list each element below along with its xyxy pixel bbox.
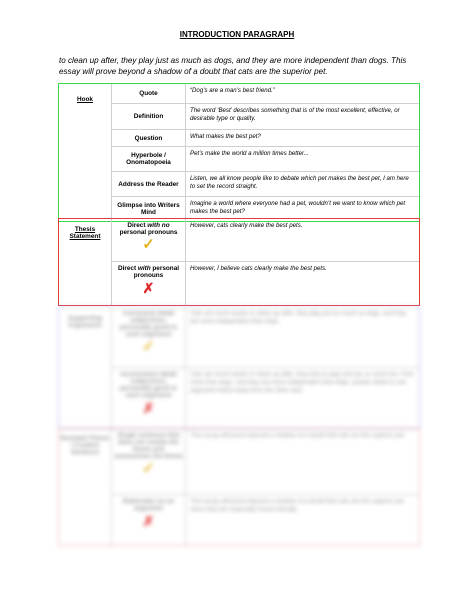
thesis-label: Thesis Statement	[69, 226, 101, 240]
restated-label: Restated Thesis / Creative Sentence	[60, 435, 110, 456]
thesis-row	[111, 262, 419, 305]
supporting-term: Consistent detail subjectives; personally good to each argument	[119, 310, 178, 338]
hook-label: Hook	[77, 96, 93, 103]
hook-text: Pet’s make the world a million times better...	[190, 150, 309, 157]
supporting-row	[111, 307, 419, 368]
cross-icon: ✗	[142, 513, 155, 529]
restated-row	[111, 495, 419, 545]
hook-row	[111, 104, 419, 130]
hook-table	[58, 83, 420, 222]
hook-text: What makes the best pet?	[190, 133, 261, 140]
hook-text: Imagine a world where everyone had a pet, wouldn’t we want to know which pet makes the best pet?	[190, 200, 406, 215]
thesis-text: However, cats clearly make the best pets.	[190, 222, 303, 229]
hook-row	[111, 147, 419, 172]
intro-text: to clean up after, they play just as much as dogs, and they are more independent than dogs. This essay will prove beyond a shadow of a doubt that cats are the superior pet.	[59, 56, 407, 76]
check-icon: ✓	[142, 460, 155, 477]
hook-term: Definition	[133, 113, 164, 120]
check-icon: ✓	[142, 236, 155, 253]
page-title: INTRODUCTION PARAGRAPH	[179, 30, 295, 39]
restated-text: This essay will prove beyond a shadow of a doubt that cats are the superior pet.	[190, 432, 406, 439]
hook-term: Quote	[139, 90, 158, 97]
restated-table	[58, 428, 420, 546]
restated-row	[111, 429, 419, 495]
restated-term: Elaborates on an argument	[122, 498, 175, 512]
supporting-row	[111, 368, 419, 428]
supporting-text: Cats are much easier to clean up after, they love to play and are so much fun. Find more than dogs, and they are more independent than dogs. (earlier detail to one argument below away from the other two)	[190, 371, 413, 394]
thesis-term: Direct with no personal pronouns	[119, 222, 178, 236]
restated-text: This essay will prove beyond a shadow of a doubt that cats are the superior pet since they are especially house-friendly.	[190, 498, 404, 513]
cross-icon: ✗	[142, 400, 155, 416]
supporting-table	[58, 306, 420, 429]
restated-term: Single sentence that does not restate the thesis and summarizes the thesis	[114, 432, 183, 460]
hook-term: Hyperbole / Onomatopoeia	[126, 152, 171, 166]
hook-row	[111, 84, 419, 104]
hook-text: The word ‘Best’ describes something that is of the most excellent, effective, or desirable type or quality.	[190, 107, 400, 122]
supporting-text: Cats are much easier to clean up after, they play just as much as dogs, and they are more independent than dogs.	[190, 310, 407, 325]
thesis-row	[111, 219, 419, 262]
check-icon: ✓	[142, 338, 155, 355]
hook-text: “Dog’s are a man’s best friend.”	[190, 87, 275, 94]
thesis-text: However, I believe cats clearly make the best pets.	[190, 265, 327, 272]
hook-row	[111, 172, 419, 197]
thesis-table	[58, 218, 420, 306]
thesis-term: Direct with personal pronouns	[117, 265, 180, 279]
supporting-label: Supporting Arguments	[67, 315, 103, 329]
hook-term: Glimpse into Writers Mind	[117, 202, 180, 216]
supporting-term: Inconsistent detail subjectives; personally good to each argument	[119, 371, 178, 399]
cross-icon: ✗	[142, 280, 155, 296]
hook-text: Listen, we all know people like to debate which pet makes the best pet, I am here to set the record straight.	[190, 175, 409, 190]
hook-row	[111, 130, 419, 147]
hook-term: Address the Reader	[118, 180, 179, 188]
hook-term: Question	[134, 134, 163, 142]
